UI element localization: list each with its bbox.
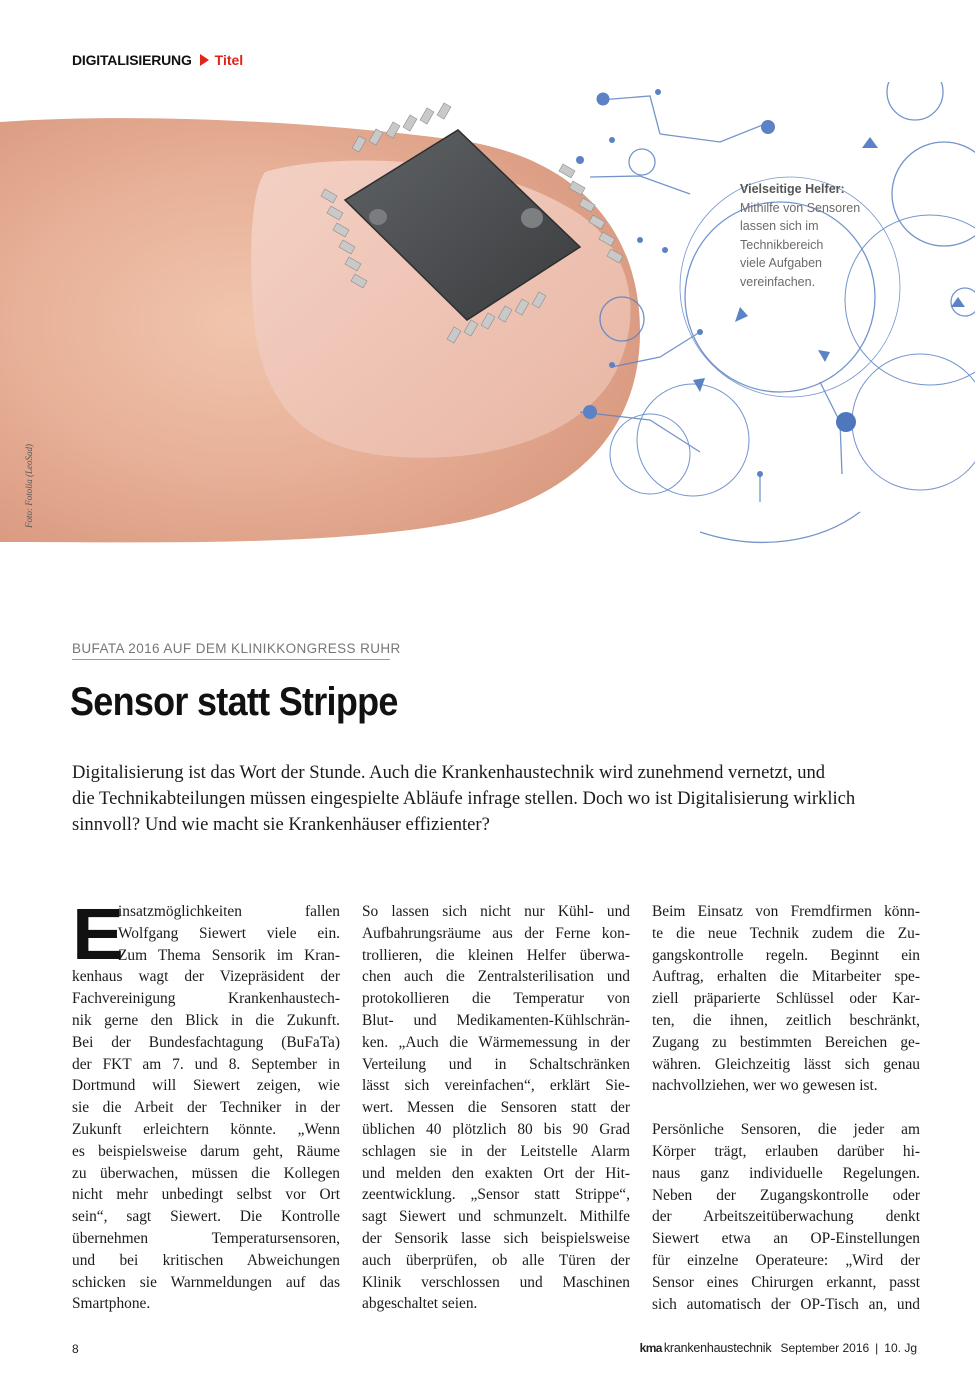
hero-graphic <box>0 82 975 592</box>
body-line: Zum Thema Sensorik im Kran- <box>118 946 340 964</box>
article-column-2 <box>362 901 630 1315</box>
body-line: sein“, sagt Siewert. Die Kontrolle <box>72 1208 340 1226</box>
body-line: schlagen sie in der Leitstelle Alarm <box>362 1142 630 1160</box>
body-line: sagt Siewert und schmunzelt. Mithilfe <box>362 1208 630 1226</box>
body-line: der Sensorik lasse sich beispielsweise <box>362 1229 630 1247</box>
body-line: nik gerne den Blick in die Zukunft. <box>72 1011 340 1029</box>
body-line: nicht mehr unbedingt selbst vor Ort <box>72 1186 340 1204</box>
brand-logo-kma: kma <box>639 1341 662 1355</box>
lead-line: die Technikabteilungen müssen eingespielte Abläufe infrage stellen. Doch wo ist Digitalisierung wirklich <box>72 788 856 810</box>
body-line: der Arbeitszeitüberwachung denkt <box>652 1208 920 1226</box>
body-line: Smartphone. <box>72 1295 151 1313</box>
body-line: Sensor eines Chirurgen erkannt, passt <box>652 1273 920 1291</box>
photo-credit: Foto: Fotolia (LeoSad) <box>24 444 34 528</box>
caption-line: Mithilfe von Sensoren <box>740 200 861 215</box>
body-line: chen auch die Zentralsterilisation und <box>362 968 630 986</box>
body-line: üblichen 40 plötzlich 80 bis 90 Grad <box>362 1120 630 1138</box>
body-line: Wolfgang Siewert viele ein. <box>118 924 340 942</box>
drop-cap: E <box>72 895 124 975</box>
body-line: te die neue Technik zudem die Zu- <box>652 924 920 942</box>
body-line: Bei der Bundesfachtagung (BuFaTa) <box>72 1033 340 1051</box>
body-line: wert. Messen die Sensoren statt der <box>362 1099 630 1117</box>
caption-line: lassen sich im <box>740 219 819 234</box>
brand-name: krankenhaustechnik <box>663 1341 772 1355</box>
body-line: ken. „Auch die Wärmemessung in der <box>362 1033 630 1051</box>
body-line: So lassen sich nicht nur Kühl- und <box>362 903 630 920</box>
body-line: übernehmen Temperatursensoren, <box>72 1229 340 1247</box>
body-line: Körper trägt, erlauben darüber hi- <box>652 1142 920 1160</box>
caption-title: Vielseitige Helfer: <box>740 182 845 196</box>
lead-line: Digitalisierung ist das Wort der Stunde. Auch die Krankenhaustechnik wird zunehmend vernetzt, und <box>72 762 826 783</box>
section-header <box>72 50 243 70</box>
body-line: Siewert etwa an OP-Einstellungen <box>652 1230 920 1248</box>
body-line: zeentwicklung. „Sensor statt Strippe“, <box>362 1186 630 1204</box>
body-line: ziell präparierte Schlüssel oder Kar- <box>652 990 920 1008</box>
body-line: Verteilung und in Schaltschränken <box>362 1055 630 1073</box>
body-line: protokollieren die Temperatur von <box>362 990 630 1008</box>
network-graphic <box>580 82 975 542</box>
body-line: gangskontrolle regeln. Beginnt ein <box>652 946 920 964</box>
body-line: sich automatisch der OP-Tisch an, und <box>652 1295 920 1313</box>
article-column-1 <box>72 895 340 1315</box>
body-line: für einzelne Operateure: „Wird der <box>652 1251 920 1269</box>
section-label: DIGITALISIERUNG <box>72 52 192 68</box>
body-line: nachvollziehen, wer wo gewesen ist. <box>652 1077 878 1095</box>
caption-line: viele Aufgaben <box>740 256 823 271</box>
body-line: Beim Einsatz von Fremdfirmen könn- <box>652 903 920 920</box>
body-line: Klinik verschlossen und Maschinen <box>362 1273 630 1291</box>
kicker-underline <box>72 659 390 660</box>
body-line: naus ganz individuelle Regelungen. <box>652 1164 920 1182</box>
body-line: insatzmöglichkeiten fallen <box>118 903 340 920</box>
body-line: ten, die ihnen, zeitlich beschränkt, <box>652 1011 920 1029</box>
caption-line: Technikbereich <box>740 237 824 252</box>
play-triangle-icon <box>200 54 209 66</box>
body-line: sie die Arbeit der Techniker in der <box>72 1099 340 1117</box>
body-line: auch überprüfen, ob alle Türen der <box>362 1251 630 1269</box>
body-line: kenhaus wagt der Vizepräsident der <box>72 968 340 986</box>
article-column-3 <box>652 901 920 1315</box>
hero-illustration <box>0 82 975 592</box>
footer-separator: | <box>875 1341 879 1355</box>
body-line: Persönliche Sensoren, die jeder am <box>652 1121 920 1139</box>
body-line: lässt sich vereinfachen“, erklärt Sie- <box>362 1077 630 1095</box>
paragraph-gap <box>652 1097 920 1119</box>
publication-footer <box>640 1341 917 1355</box>
issue-date: September 2016 <box>780 1341 870 1355</box>
body-line: Neben der Zugangskontrolle oder <box>652 1186 920 1204</box>
body-line: Auftrag, erhalten die Mitarbeiter spe- <box>652 968 920 986</box>
body-line: zu überwachen, müssen die Kollegen <box>72 1164 340 1182</box>
body-line: trollieren, die kleinen Helfer überwa- <box>362 946 630 964</box>
body-line: währen. Gleichzeitig lässt sich genau <box>652 1055 920 1073</box>
lead-line: sinnvoll? Und wie macht sie Krankenhäuser effizienter? <box>72 814 490 836</box>
article-lead <box>72 760 912 839</box>
caption-line: vereinfachen. <box>740 274 816 289</box>
image-caption <box>740 180 890 292</box>
body-line: schicken sie Warnmeldungen auf das <box>72 1273 340 1291</box>
article-headline: Sensor statt Strippe <box>70 680 398 724</box>
body-line: Dortmund will Siewert zeigen, wie <box>72 1077 340 1095</box>
subsection-label: Titel <box>214 52 244 68</box>
body-line: Zukunft erleichtern könnte. „Wenn <box>72 1120 340 1138</box>
volume: 10. Jg <box>884 1341 917 1355</box>
body-line: und bei kritischen Abweichungen <box>72 1251 340 1269</box>
body-line: Blut- und Medikamenten-Kühlschrän- <box>362 1011 630 1029</box>
article-kicker: BUFATA 2016 AUF DEM KLINIKKONGRESS RUHR <box>72 641 401 656</box>
body-line: abgeschaltet seien. <box>362 1295 478 1313</box>
body-line: Fachvereinigung Krankenhaustech- <box>72 990 340 1008</box>
body-line: Zugang zu bestimmten Bereichen ge- <box>652 1033 920 1051</box>
body-line: und melden den exakten Ort der Hit- <box>362 1164 630 1182</box>
body-line: der FKT am 7. und 8. September in <box>72 1055 340 1073</box>
body-line: es beispielsweise darum geht, Räume <box>72 1142 340 1160</box>
body-line: Aufbahrungsräume aus der Ferne kon- <box>362 924 630 942</box>
page-number: 8 <box>72 1342 79 1356</box>
